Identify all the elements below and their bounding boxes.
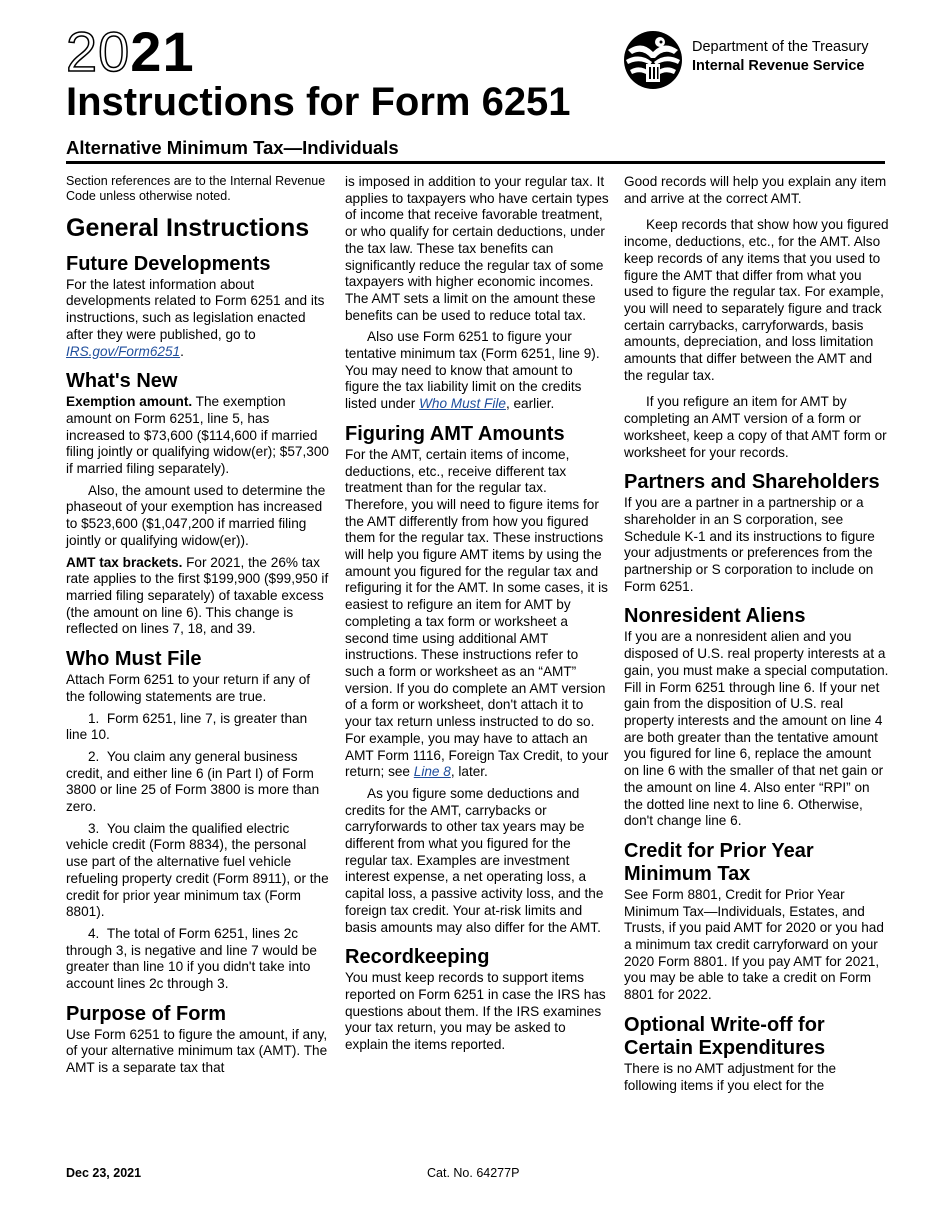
heading-whats-new: What's New: [66, 370, 178, 393]
list-item: 2. You claim any general business credit, and either line 6 (in Part I) of Form 3800 or line 25 of Form 3800 is more than zero.: [66, 748, 320, 815]
recordkeeping-text-continued: Good records will help you explain any item and arrive at the correct AMT.: [624, 174, 887, 206]
heading-general-instructions: General Instructions: [66, 214, 310, 242]
exemption-amount-text: Exemption amount. The exemption amount on Form 6251, line 5, has increased to $73,600 ($114,600 if married filing jointly or qualifying widow(er); $57,300 if married filing separately).: [66, 394, 329, 477]
column-3: [624, 174, 889, 1099]
irs-form6251-link[interactable]: IRS.gov/Form6251: [66, 343, 181, 359]
agency-department: Department of the Treasury: [692, 39, 869, 55]
column-2: [345, 174, 610, 1059]
agency-block: [622, 30, 892, 90]
who-must-file-link[interactable]: Who Must File: [419, 396, 506, 412]
who-must-file-text: Attach Form 6251 to your return if any of the following statements are true.: [66, 672, 311, 704]
carrybacks-text: As you figure some deductions and credits for the AMT, carrybacks or carryforwards to other tax years may be different from what you figured for the regular tax. Examples are investment interest expense, a net operating loss, a capital loss, a passive activity loss, and the foreign tax credit. Your at-risk limits and basis amounts may also differ for the AMT.: [345, 785, 604, 935]
page-title: Instructions for Form 6251: [66, 80, 571, 124]
nonresident-aliens-text: If you are a nonresident alien and you disposed of U.S. real property interests at a gain, you must make a special computation. Fill in Form 6251 through line 6. If your net gain from the disposition of U.S. real property interests and the amount on line 4 are both greater than the tentative amount you figured for line 6, replace the amount on line 6 with the smaller of that net gain or the amount on line 4. Also enter “RPI” on the dotted line next to line 6. Otherwise, don't change line 6.: [624, 629, 889, 829]
header-rule: [66, 161, 885, 164]
figuring-amt-text: For the AMT, certain items of income, deductions, etc., receive different tax treatment than for the regular tax. Therefore, you will need to figure items for the AMT differently from how you figured them for the regular tax. These instructions will help you figure AMT items by using the amount you figured for the regular tax and refiguring it for the AMT. In some cases, it is easiest to refigure an item for AMT by completing a tax form or worksheet a second time using additional AMT instructions. These instructions refer to such a form or worksheet as an “AMT” version. If you do complete an AMT version of a form or worksheet, don't attach it to your tax return unless instructed to do so. For example, you may have to attach an AMT Form 1116, Foreign Tax Credit, to your return; see Line 8, later.: [345, 446, 609, 780]
heading-figuring-amt-amounts: Figuring AMT Amounts: [345, 422, 565, 445]
phaseout-text: Also, the amount used to determine the phaseout of your exemption has increased to $523,600 ($1,047,200 if married filing jointly or qualifying widow(er)).: [66, 482, 326, 548]
tentative-minimum-tax-text: Also use Form 6251 to figure your tentative minimum tax (Form 6251, line 9). You may need to know that amount to figure the tax liability limit on the credits listed under Who Must File, earlier.: [345, 329, 600, 412]
footer-date: Dec 23, 2021: [66, 1166, 142, 1180]
purpose-text-continued: is imposed in addition to your regular tax. It applies to taxpayers who have certain types of income that receive favorable treatment, or who qualify for certain deductions, under the tax law. These tax benefits can significantly reduce the regular tax of some taxpayers with higher economic incomes. The AMT sets a limit on the amount these benefits can be used to reduce total tax.: [345, 174, 609, 323]
footer-catalog-number: Cat. No. 64277P: [427, 1166, 520, 1180]
heading-optional-writeoff: Optional Write-off for Certain Expenditures: [624, 1013, 826, 1059]
year-outline: 20: [66, 20, 131, 83]
column-1: [66, 174, 331, 1082]
irs-eagle-logo-icon: [622, 30, 684, 90]
heading-who-must-file: Who Must File: [66, 648, 202, 671]
list-item: 3. You claim the qualified electric vehicle credit (Form 8834), the personal use part of the alternative fuel vehicle refueling property credit (Form 8911), or the credit for prior year minimum tax (Form 8801).: [66, 820, 329, 920]
amt-brackets-text: AMT tax brackets. For 2021, the 26% tax rate applies to the first $199,900 ($99,950 if married filing separately) of taxable excess (the amount on line 6). This change is reflected on lines 7, 18, and 39.: [66, 554, 329, 637]
agency-irs: Internal Revenue Service: [692, 58, 865, 74]
line-8-link[interactable]: Line 8: [413, 764, 451, 780]
keep-records-text: Keep records that show how you figured income, deductions, etc., for the AMT. Also keep records of any items that you used to figure the AMT that differ from what you used to figure the regular tax. For example, you will need to separately figure and track certain carrybacks, carryforwards, basis amounts, depreciation, and loss limitation amounts that differ between the AMT and the regular tax.: [624, 217, 889, 383]
heading-purpose-of-form: Purpose of Form: [66, 1002, 227, 1025]
heading-partners-shareholders: Partners and Shareholders: [624, 471, 880, 494]
purpose-text: Use Form 6251 to figure the amount, if any, of your alternative minimum tax (AMT). The AMT is a separate tax that: [66, 1026, 328, 1076]
list-item: 1. Form 6251, line 7, is greater than line 10.: [66, 710, 308, 743]
list-item: 4. The total of Form 6251, lines 2c through 3, is negative and line 7 would be greater than line 10 if you didn't take into account lines 2c through 3.: [66, 925, 317, 992]
heading-credit-prior-year: Credit for Prior Year Minimum Tax: [624, 839, 814, 885]
heading-recordkeeping: Recordkeeping: [345, 946, 490, 969]
future-developments-text: For the latest information about developments related to Form 6251 and its instructions, such as legislation enacted after they were published, go to IRS.gov/Form6251.: [66, 276, 325, 359]
section-reference-note: Section references are to the Internal Revenue Code unless otherwise noted.: [66, 174, 326, 203]
page-subtitle: Alternative Minimum Tax—Individuals: [66, 137, 399, 158]
form-year: [66, 20, 195, 83]
heading-future-developments: Future Developments: [66, 252, 271, 275]
refigure-text: If you refigure an item for AMT by completing an AMT version of a form or worksheet, keep a copy of that AMT form or worksheet for your records.: [624, 394, 887, 460]
partners-text: If you are a partner in a partnership or a shareholder in an S corporation, see Schedule K-1 and its instructions to figure your adjustments or preferences from the partnership or S corporation to include on Form 6251.: [624, 495, 875, 594]
optional-writeoff-text: There is no AMT adjustment for the following items if you elect for the: [624, 1060, 837, 1093]
recordkeeping-text: You must keep records to support items reported on Form 6251 in case the IRS has questions about them. If the IRS examines your tax return, you may be asked to explain the items reported.: [345, 970, 606, 1053]
heading-nonresident-aliens: Nonresident Aliens: [624, 605, 806, 628]
credit-prior-year-text: See Form 8801, Credit for Prior Year Minimum Tax—Individuals, Estates, and Trusts, if you paid AMT for 2020 or you had a minimum tax credit carryforward on your 2020 Form 8801. If you pay AMT for 2021, you may be able to take a credit on Form 8801 for 2022.: [624, 886, 884, 1003]
year-bold: 21: [130, 20, 195, 83]
